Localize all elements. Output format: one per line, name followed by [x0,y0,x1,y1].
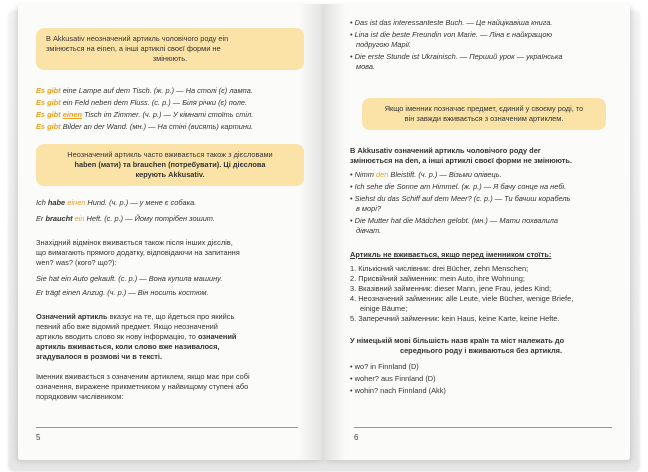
text-line: Знахідний відмінок вживається також після інших дієслів, [36,238,233,247]
article: einen [65,198,86,207]
text-line: що вимагають прямого додатку, відповідаючи на запитання [36,248,240,257]
page-number: 6 [354,433,359,442]
term: Означений артикль [36,312,108,321]
text-line: артикль вживається, коли слово вже називалося, [36,342,220,351]
bullet-continuation: мова. [356,62,376,71]
bullet-continuation: дівчат. [356,226,382,235]
no-article-heading: Артикль не вживається, якщо перед іменником стоїть: [350,250,552,259]
article: einen [62,110,83,119]
callout-line: Неозначений артикль часто вживається також з дієсловами [67,150,273,159]
text-line: wen? was? (кого? що?): [36,258,117,267]
sentence: Hund. (ч. р.) — у мене є собака. [85,198,197,207]
akk-examples [350,170,612,236]
text: Bleistift. (ч. р.) — Візьми олівець. [388,170,502,179]
list-item-continuation: einige Bäume; [360,304,408,313]
heading-line: У німецькій мові більшість назв країн та міст належать до [350,336,565,345]
callout-line: В Akkusativ неозначений артикль чоловічого роду ein [46,34,229,43]
es-gibt-line [36,110,302,120]
sentence: Bilder an der Wand. (мн.) — На стіні (висять) картини. [60,122,254,131]
left-callout-akkusativ [36,28,304,70]
es-gibt-line [36,86,302,96]
paragraph-superlative [36,372,302,402]
verb: braucht [45,214,73,223]
list-item: 2. Присвійний займенник: mein Auto, ihre Wohnung; [350,274,525,283]
text-line [36,332,302,342]
text-line: порядковим числівником: [36,392,124,401]
bullet-continuation: подругою Марії. [356,40,411,49]
list-item: 4. Неозначений займенник: alle Leute, viele Bücher, wenige Briefe, [350,294,574,303]
footer-rule [354,427,612,428]
paragraph-other-verbs [36,238,302,268]
bullet-line: • wo? in Finnland (D) [350,362,419,371]
paragraph-definite-article [36,312,302,362]
superlative-examples [350,18,612,72]
bullet-line: • Lina ist die beste Freundin von Marie. — Ліна є найкращою [350,30,553,39]
haben-line [36,198,302,208]
text: Die Mutter hat die Mädchen gelobt. (мн.) — Мати похвалила [354,216,559,225]
left-page [18,4,324,460]
example-line: Sie hat ein Auto gekauft. (с. р.) — Вона купила машину. [36,274,223,283]
text-line: згадувалося в розмові чи в тексті. [36,352,163,361]
right-page [324,4,630,460]
callout-line: Якщо іменник позначає предмет, єдиний у своєму роді, то [384,104,584,113]
bullet-line: • Nimm den Bleistift. (ч. р.) — Візьми олівець. [350,170,502,179]
sentence: Heft. (с. р.) — Йому потрібен зошит. [84,214,215,223]
callout-line: haben (мати) та brauchen (потребувати). Ці дієслова [74,160,266,169]
list-item: 3. Вказівний займенник: dieser Mann, jene Frau, jedes Kind; [350,284,552,293]
text: Die erste Stunde ist Ukrainisch. — Перший урок — українська [354,52,563,61]
haben-examples [36,198,302,224]
countries-heading [350,336,612,356]
callout-line: змінюють. [152,54,188,63]
no-article-list [350,264,612,324]
list-item: 5. Заперечний займенник: kein Haus, keine Karte, keine Hefte. [350,314,560,323]
akk-heading [350,146,612,166]
text-line [36,312,302,322]
text-line: певний або вже відомий предмет. Якщо неозначений [36,322,218,331]
text-line: Іменник вживається з означеним артиклем, якщо має при собі [36,372,250,381]
es-gibt-line [36,98,302,108]
text: Siehst du das Schiff auf dem Meer? (с. р.) — Ти бачиш корабель [354,194,571,203]
text: wohin? nach Finnland (Akk) [354,386,446,395]
text: артикль вводить слово як нову інформацію, то [36,332,198,341]
heading-line: В Akkusativ означений артикль чоловічого роду der [350,146,541,155]
bullet-line: • Ich sehe die Sonne am Himmel. (ж. р.) — Я бачу сонце на небі. [350,182,567,191]
bullet-line: • Die erste Stunde ist Ukrainisch. — Перший урок — українська [350,52,563,61]
footer-rule [36,427,298,428]
article: ein [72,214,85,223]
emphasis: означений [197,332,237,341]
callout-line: він завжди вживається з означеним артиклем. [404,114,564,123]
text: Das ist das interessanteste Buch. — Це найцікавіша книга. [354,18,553,27]
heading-line: змінюється на den, а інші артиклі своєї форми не змінюють. [350,156,573,165]
text: wo? in Finnland (D) [354,362,419,371]
keyword: Es gibt [36,122,61,131]
right-page-content [324,4,630,396]
text: Ich sehe die Sonne am Himmel. (ж. р.) — Я бачу сонце на небі. [354,182,567,191]
callout-line: змінюється на einen, а інші артиклі своєї форми не [46,44,221,53]
es-gibt-line [36,122,302,132]
text: вказує на те, що йдеться про якийсь [107,312,235,321]
bullet-line: • Das ist das interessanteste Buch. — Це найцікавіша книга. [350,18,553,27]
bullet-line: • Die Mutter hat die Mädchen gelobt. (мн.) — Мати похвалила [350,216,559,225]
bullet-continuation: в морі? [356,204,381,213]
subject: Er [36,214,46,223]
sentence: Tisch im Zimmer. (ч. р.) — У кімнаті стоїть стіл. [82,110,254,119]
example-line: Er trägt einen Anzug. (ч. р.) — Він носить костюм. [36,288,209,297]
article: den [376,170,389,179]
heading-line: середнього роду і вживаються без артикля. [399,346,563,355]
list-item: 1. Кількісний числівник: drei Bücher, zehn Menschen; [350,264,529,273]
bullet-line: • wohin? nach Finnland (Akk) [350,386,446,395]
sentence: eine Lampe auf dem Tisch. (ж. р.) — На столі (є) лампа. [60,86,253,95]
countries-list [350,362,612,396]
left-page-content [18,4,324,402]
verb: habe [47,198,66,207]
bullet-line: • woher? aus Finnland (D) [350,374,436,383]
verb-examples [36,274,302,298]
text: Nimm [354,170,377,179]
text: woher? aus Finnland (D) [354,374,436,383]
sentence: ein Feld neben dem Fluss. (с. р.) — Біля річки (є) поле. [60,98,248,107]
keyword: Es gibt [36,110,61,119]
subject: Ich [36,198,48,207]
keyword: Es gibt [36,98,61,107]
callout-line: керують Akkusativ. [135,170,205,179]
text: Lina ist die beste Freundin von Marie. — Ліна є найкращою [354,30,553,39]
page-number: 5 [36,433,41,442]
keyword: Es gibt [36,86,61,95]
text-line: означення, виражене прикметником у найвищому ступені або [36,382,249,391]
right-callout-unique [362,98,606,130]
es-gibt-list [36,86,302,132]
bullet-line: • Siehst du das Schiff auf dem Meer? (с. р.) — Ти бачиш корабель [350,194,571,203]
left-callout-haben [36,144,304,186]
haben-line [36,214,302,224]
